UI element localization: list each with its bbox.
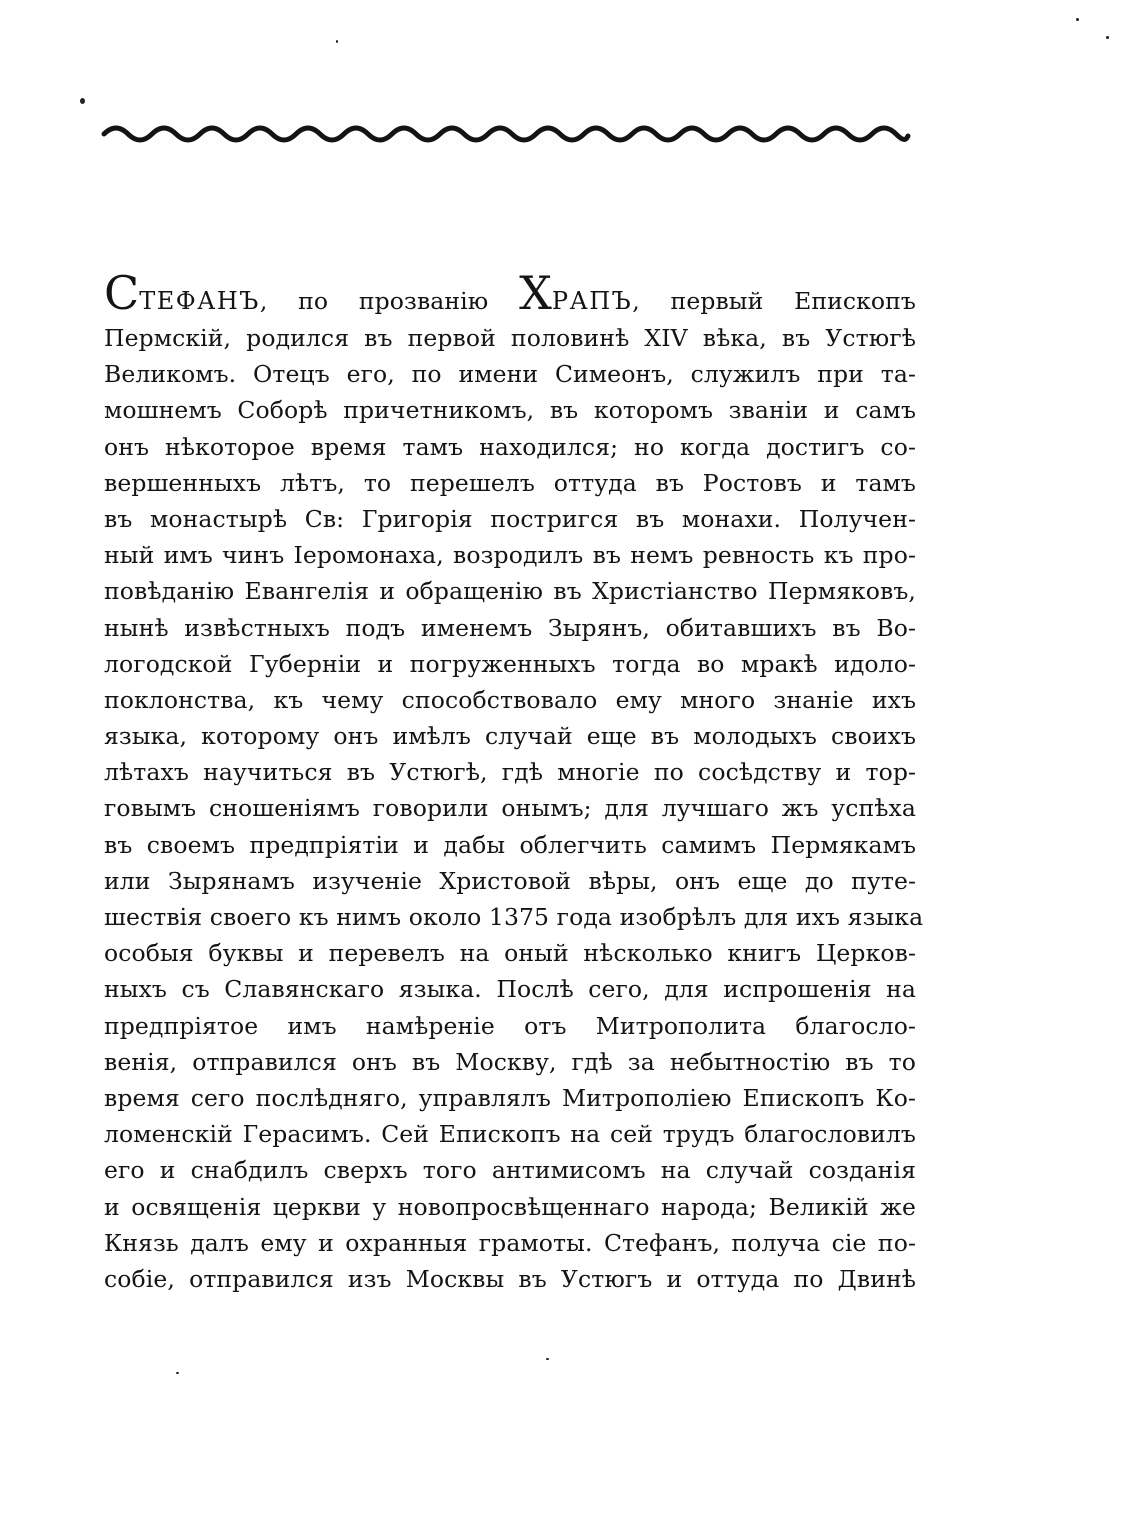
text-line-1 — [104, 266, 916, 320]
surname-small-caps: РАПЪ — [551, 287, 633, 315]
text-line: вершенныхъ лѣтъ, то перешелъ оттуда въ Ростовъ и тамъ — [104, 468, 916, 497]
ink-speck — [176, 1372, 179, 1374]
text-line: поклонства, къ чему способствовало ему много знаніе ихъ — [104, 685, 916, 714]
text-fragment: , первый Епископъ — [632, 287, 916, 315]
text-line: нынѣ извѣстныхъ подъ именемъ Зырянъ, обитавшихъ въ Во- — [104, 613, 916, 642]
text-line: Великомъ. Отецъ его, по имени Симеонъ, служилъ при та- — [104, 360, 916, 389]
text-line: онъ нѣкоторое время тамъ находился; но когда достигъ со- — [104, 432, 916, 461]
text-line: логодской Губерніи и погруженныхъ тогда во мракѣ идоло- — [104, 649, 916, 678]
text-fragment: , по прозванію — [259, 287, 520, 315]
text-line: въ монастырѣ Св: Григорія постригся въ монахи. Получен- — [104, 504, 916, 533]
text-line: время сего послѣдняго, управлялъ Митрополіею Епископъ Ко- — [104, 1083, 916, 1112]
initial-capital: С — [104, 266, 140, 320]
body-text — [104, 266, 924, 1297]
text-line: ный имъ чинъ Іеромонаха, возродилъ въ немъ ревность къ про- — [104, 541, 916, 570]
wavy-ornament-path — [104, 128, 908, 140]
text-line: языка, которому онъ имѣлъ случай еще въ молодыхъ своихъ — [104, 722, 916, 751]
ink-speck — [1076, 18, 1079, 21]
text-line: мошнемъ Соборѣ причетникомъ, въ которомъ званіи и самъ — [104, 396, 916, 425]
wavy-ornament-rule — [100, 112, 912, 152]
name-small-caps: ТЕФАНЪ — [139, 287, 260, 315]
text-line: предпріятое имъ намѣреніе отъ Митрополита благосло- — [104, 1011, 916, 1040]
text-line: лѣтахъ научиться въ Устюгѣ, гдѣ многіе по сосѣдству и тор- — [104, 758, 916, 787]
text-line: шествія своего къ нимъ около 1375 года изобрѣлъ для ихъ языка — [104, 903, 924, 931]
text-line: и освященія церкви у новопросвѣщеннаго народа; Великій же — [104, 1192, 916, 1221]
text-line: собіе, отправился изъ Москвы въ Устюгъ и оттуда по Двинѣ — [104, 1264, 916, 1293]
text-line: венія, отправился онъ въ Москву, гдѣ за небытностію въ то — [104, 1047, 916, 1076]
text-line: или Зырянамъ изученіе Христовой вѣры, онъ еще до путе- — [104, 866, 916, 895]
text-line: Князь далъ ему и охранныя грамоты. Стефанъ, получа сіе по- — [104, 1228, 916, 1257]
text-line: его и снабдилъ сверхъ того антимисомъ на случай созданія — [104, 1156, 916, 1185]
ink-speck — [1106, 36, 1109, 39]
text-line: особыя буквы и перевелъ на оный нѣсколько книгъ Церков- — [104, 939, 916, 968]
text-line: въ своемъ предпріятіи и дабы облегчить самимъ Пермякамъ — [104, 830, 916, 859]
ink-speck — [336, 40, 338, 43]
text-line: ныхъ съ Славянскаго языка. Послѣ сего, для испрошенія на — [104, 975, 916, 1004]
surname-capital: Х — [519, 266, 552, 320]
text-line: повѣданію Евангелія и обращенію въ Христіанство Пермяковъ, — [104, 577, 916, 606]
text-line: говымъ сношеніямъ говорили онымъ; для лучшаго жъ успѣха — [104, 794, 916, 823]
text-line: ломенскій Герасимъ. Сей Епископъ на сей трудъ благословилъ — [104, 1120, 916, 1149]
text-line: Пермскій, родился въ первой половинѣ XIV вѣка, въ Устюгѣ — [104, 324, 916, 352]
ink-speck — [546, 1358, 549, 1360]
ink-speck — [80, 98, 85, 104]
